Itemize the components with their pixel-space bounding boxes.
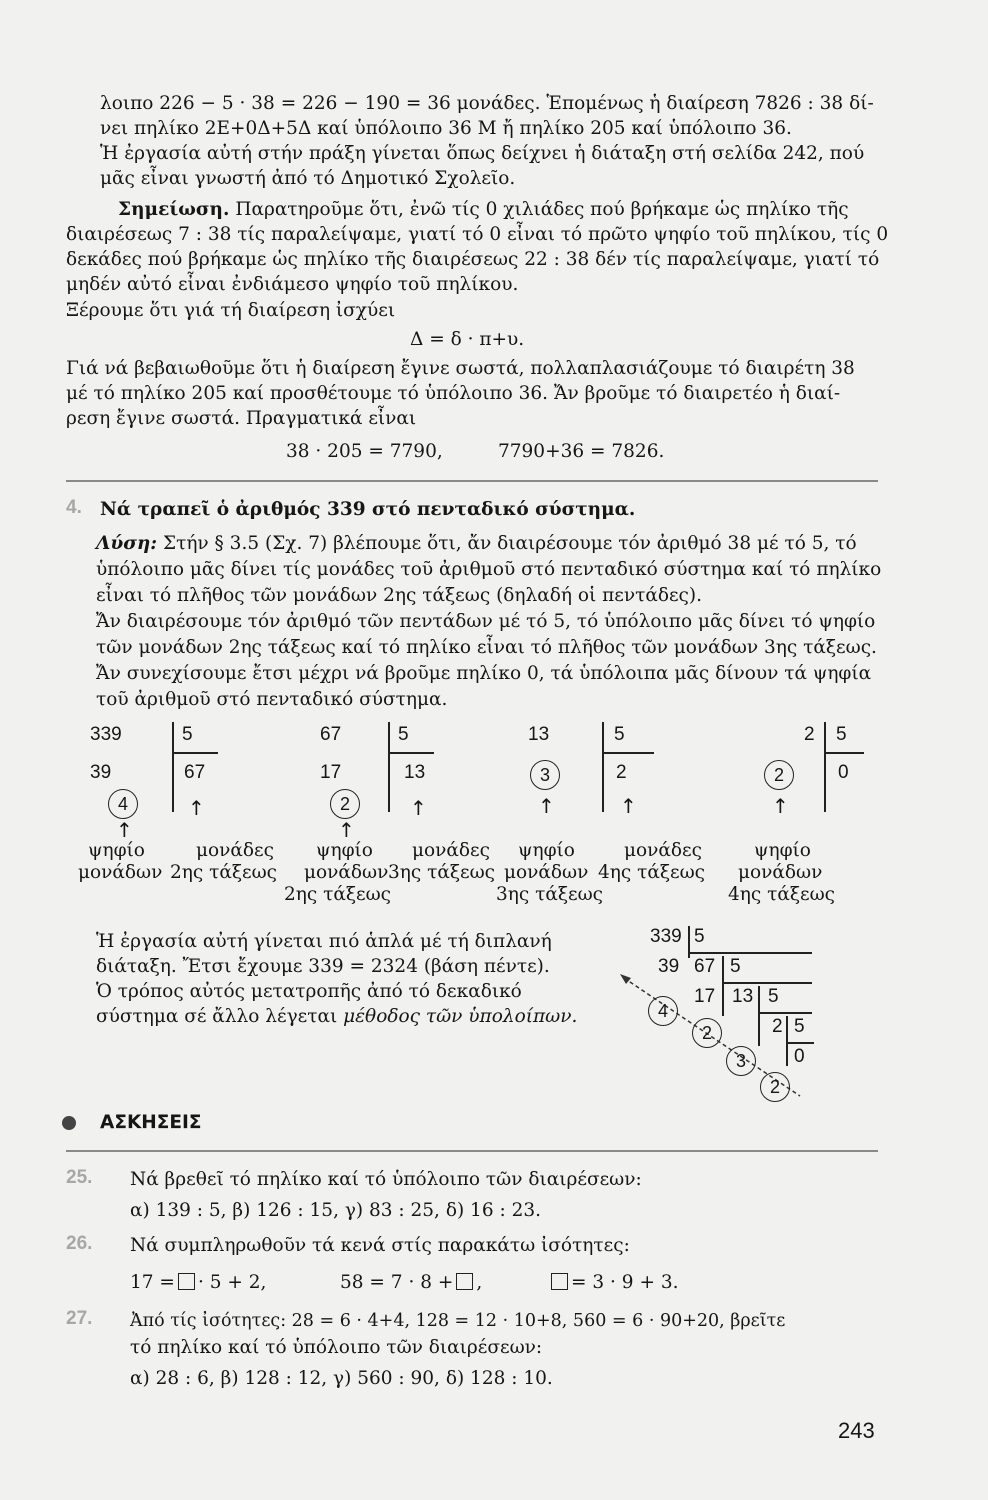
up-arrow-icon: ↑ <box>772 794 789 818</box>
equation-2-right: , <box>476 1272 483 1293</box>
exercise-line-3: α) 28 : 6, β) 128 : 12, γ) 560 : 90, δ) 128 : 10. <box>130 1368 553 1389</box>
up-arrow-icon: ↑ <box>538 794 555 818</box>
exercise-number: 25. <box>66 1167 93 1188</box>
exercise-line-2: α) 139 : 5, β) 126 : 15, γ) 83 : 25, δ) 16 : 23. <box>130 1200 542 1221</box>
remainder: 2 <box>764 760 794 790</box>
note-line-2: δεκάδες πού βρήκαμε ὡς πηλίκο τῆς διαιρέσεως 22 : 38 δέν τίς παραλείψαμε, γιατί τό <box>66 249 880 270</box>
problem-title: Νά τραπεῖ ὁ ἀριθμός 339 στό πενταδικό σύστημα. <box>100 499 636 520</box>
remainder-label-3: 2ης τάξεως <box>284 884 392 905</box>
remainder-label-2: μονάδων <box>738 862 823 883</box>
remainder-label-3: 3ης τάξεως <box>496 884 604 905</box>
division-formula: Δ = δ · π+υ. <box>410 329 525 350</box>
dividend: 67 <box>320 724 342 745</box>
solution-line-5: Ἄν συνεχίσουμε ἔτσι μέχρι νά βροῦμε πηλίκο 0, τά ὑπόλοιπα μᾶς δίνουν τά ψηφία <box>96 663 872 684</box>
remainder-label-1: ψηφίο <box>754 840 811 861</box>
note-label: Σημείωση. <box>118 199 230 220</box>
remainder: 2 <box>330 789 360 819</box>
note-first-text: Παρατηροῦμε ὅτι, ἐνῶ τίς 0 χιλιάδες πού βρήκαμε ὡς πηλίκο τῆς <box>235 199 849 220</box>
method-line-2: διάταξη. Ἔτσι ἔχουμε 339 = 2324 (βάση πέντε). <box>96 956 550 977</box>
exercise-text: Νά συμπληρωθοῦν τά κενά στίς παρακάτω ἰσότητες: <box>130 1235 630 1256</box>
solution-line-1: ὑπόλοιπο μᾶς δίνει τίς μονάδες τοῦ ἀριθμοῦ στό πενταδικό σύστημα καί τό πηλίκο <box>96 559 882 580</box>
ladder-remainder-4: 4 <box>648 996 678 1026</box>
quotient-label-2: 4ης τάξεως <box>598 862 706 883</box>
note-after-1: Γιά νά βεβαιωθοῦμε ὅτι ἡ διαίρεση ἔγινε σωστά, πολλαπλασιάζουμε τό διαιρέτη 38 <box>66 358 855 379</box>
dividend: 13 <box>528 724 550 745</box>
divisor: 5 <box>614 724 625 745</box>
equation-2 <box>340 1270 482 1296</box>
division-rule <box>602 752 654 754</box>
division-bar <box>172 722 174 812</box>
ladder-13: 13 <box>732 986 754 1007</box>
equation-3-right: = 3 · 9 + 3. <box>571 1272 679 1293</box>
ladder-remainder-2b: 2 <box>760 1072 790 1102</box>
dividend: 2 <box>804 724 815 745</box>
ladder-39: 39 <box>658 956 680 977</box>
division-bar <box>602 722 604 812</box>
note-first-line <box>118 197 849 223</box>
ladder-divisor-2: 5 <box>730 956 741 977</box>
quotient-label-2: 3ης τάξεως <box>388 862 496 883</box>
exercises-divider <box>66 1150 878 1152</box>
dividend: 339 <box>90 724 122 745</box>
bullet-icon <box>62 1116 76 1130</box>
quotient-label-1: μονάδες <box>196 840 274 861</box>
note-line-1: διαιρέσεως 7 : 38 τίς παραλείψαμε, γιατί τό 0 εἶναι τό πρῶτο ψηφίο τοῦ πηλίκου, τίς 0 <box>66 224 889 245</box>
up-arrow-icon: ↑ <box>620 794 637 818</box>
ladder-17: 17 <box>694 986 716 1007</box>
quotient: 2 <box>616 762 627 783</box>
blank-box[interactable] <box>551 1273 568 1290</box>
equation-1-right: · 5 + 2, <box>197 1272 267 1293</box>
solution-first-line <box>96 531 857 557</box>
ladder-divisor-1: 5 <box>694 926 705 947</box>
ladder-67: 67 <box>694 956 716 977</box>
blank-box[interactable] <box>456 1273 473 1290</box>
ladder-0: 0 <box>794 1046 805 1067</box>
ladder-339: 339 <box>650 926 682 947</box>
equation-2-left: 58 = 7 · 8 + <box>340 1272 454 1293</box>
quotient: 67 <box>184 762 206 783</box>
ladder-remainder-3: 3 <box>726 1046 756 1076</box>
method-line-1: Ἡ ἐργασία αὐτή γίνεται πιό ἁπλά μέ τή διπλανή <box>96 931 552 952</box>
method-last-prefix: σύστημα σέ ἄλλο λέγεται <box>96 1006 338 1027</box>
method-line-3: Ὁ τρόπος αὐτός μετατροπῆς ἀπό τό δεκαδικό <box>96 981 522 1002</box>
ladder-divisor-3: 5 <box>768 986 779 1007</box>
exercise-line-2: τό πηλίκο καί τό ὑπόλοιπο τῶν διαιρέσεων: <box>130 1337 543 1358</box>
division-rule <box>172 752 218 754</box>
quotient: 13 <box>404 762 426 783</box>
quotient-label-1: μονάδες <box>412 840 490 861</box>
up-arrow-icon: ↑ <box>188 796 205 820</box>
division-bar <box>388 722 390 812</box>
exercises-heading: ΑΣΚΗΣΕΙΣ <box>100 1112 202 1133</box>
intro-line-1: λοιπο 226 − 5 · 38 = 226 − 190 = 36 μονάδες. Ἑπομένως ἡ διαίρεση 7826 : 38 δί- <box>100 93 874 114</box>
quotient-label-1: μονάδες <box>624 840 702 861</box>
up-arrow-icon: ↑ <box>410 796 427 820</box>
problem-number: 4. <box>66 497 82 518</box>
method-line-4 <box>96 1004 577 1030</box>
ladder-remainder-2: 2 <box>692 1018 722 1048</box>
solution-label: Λύση: <box>96 533 158 554</box>
note-after-2: μέ τό πηλίκο 205 καί προσθέτουμε τό ὑπόλοιπο 36. Ἄν βροῦμε τό διαιρετέο ἡ διαί- <box>66 383 841 404</box>
solution-first-text: Στήν § 3.5 (Σχ. 7) βλέπουμε ὅτι, ἄν διαιρέσουμε τόν ἀριθμό 38 μέ τό 5, τό <box>163 533 857 554</box>
up-arrow-icon: ↑ <box>116 818 133 842</box>
equation-1 <box>130 1270 266 1296</box>
exercise-number: 26. <box>66 1233 93 1254</box>
intro-line-2: νει πηλίκο 2Ε+0Δ+5Δ καί ὑπόλοιπο 36 Μ ἤ πηλίκο 205 καί ὑπόλοιπο 36. <box>100 118 792 139</box>
remainder-label-1: ψηφίο <box>88 840 145 861</box>
check-product: 38 · 205 = 7790, <box>286 441 443 462</box>
method-name: μέθοδος τῶν ὑπολοίπων. <box>343 1006 578 1027</box>
remainder: 3 <box>530 760 560 790</box>
equation-1-left: 17 = <box>130 1272 175 1293</box>
divisor: 5 <box>398 724 409 745</box>
divisor: 5 <box>182 724 193 745</box>
note-after-3: ρεση ἔγινε σωστά. Πραγματικά εἶναι <box>66 408 417 429</box>
division-bar <box>824 722 826 812</box>
ladder-rule <box>688 952 812 954</box>
quotient-label-2: 2ης τάξεως <box>170 862 278 883</box>
exercise-number: 27. <box>66 1308 93 1329</box>
remainder-label-1: ψηφίο <box>518 840 575 861</box>
note-line-4: Ξέρουμε ὅτι γιά τή διαίρεση ἰσχύει <box>66 300 396 321</box>
product: 39 <box>90 762 112 783</box>
up-arrow-icon: ↑ <box>338 818 355 842</box>
product: 17 <box>320 762 342 783</box>
note-line-3: μηδέν αὐτό εἶναι ἐνδιάμεσο ψηφίο τοῦ πηλίκου. <box>66 274 519 295</box>
solution-line-4: τῶν μονάδων 2ης τάξεως καί τό πηλίκο εἶναι τό πλῆθος τῶν μονάδων 3ης τάξεως. <box>96 637 877 658</box>
division-rule <box>824 752 864 754</box>
ladder-2: 2 <box>772 1016 783 1037</box>
equation-3 <box>548 1270 678 1296</box>
remainder-label-2: μονάδων <box>304 862 389 883</box>
quotient: 0 <box>838 762 849 783</box>
intro-line-4: μᾶς εἶναι γνωστή ἀπό τό Δημοτικό Σχολεῖο. <box>100 168 516 189</box>
solution-line-2: εἶναι τό πλῆθος τῶν μονάδων 2ης τάξεως (δηλαδή οἱ πεντάδες). <box>96 585 703 606</box>
remainder-label-3: 4ης τάξεως <box>728 884 836 905</box>
exercise-text: Ἀπό τίς ἰσότητες: 28 = 6 · 4+4, 128 = 12 · 10+8, 560 = 6 · 90+20, βρεῖτε <box>130 1311 786 1331</box>
ladder-divisor-4: 5 <box>794 1016 805 1037</box>
remainder-label-2: μονάδων <box>504 862 589 883</box>
solution-line-6: τοῦ ἀριθμοῦ στό πενταδικό σύστημα. <box>96 689 448 710</box>
remainder-label-1: ψηφίο <box>316 840 373 861</box>
check-sum: 7790+36 = 7826. <box>498 441 665 462</box>
blank-box[interactable] <box>178 1273 195 1290</box>
intro-line-3: Ἡ ἐργασία αὐτή στήν πράξη γίνεται ὅπως δείχνει ἡ διάταξη στή σελίδα 242, πού <box>100 143 865 164</box>
divisor: 5 <box>836 724 847 745</box>
exercise-text: Νά βρεθεῖ τό πηλίκο καί τό ὑπόλοιπο τῶν διαιρέσεων: <box>130 1169 642 1190</box>
solution-line-3: Ἄν διαιρέσουμε τόν ἀριθμό τῶν πεντάδων μέ τό 5, τό ὑπόλοιπο μᾶς δίνει τό ψηφίο <box>96 611 876 632</box>
division-rule <box>388 752 434 754</box>
page-number: 243 <box>838 1418 875 1443</box>
remainder: 4 <box>108 789 138 819</box>
section-divider <box>66 480 878 482</box>
remainder-label-2: μονάδων <box>78 862 163 883</box>
